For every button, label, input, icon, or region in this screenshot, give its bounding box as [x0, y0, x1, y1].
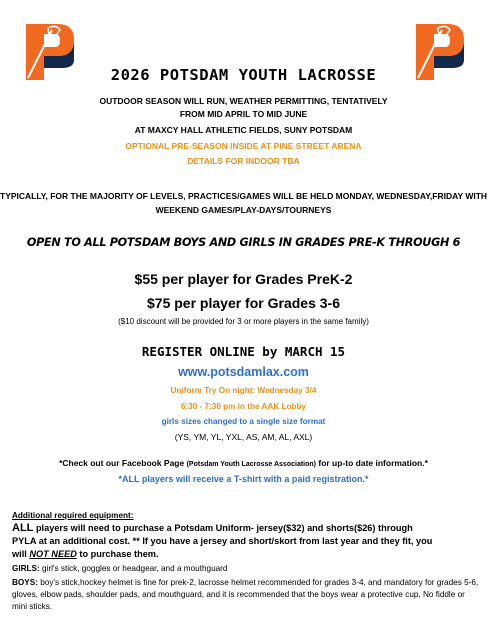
uniform-line-3: [12, 548, 480, 561]
equipment-heading: Additional required equipment:: [12, 511, 134, 520]
season-line-2: FROM MID APRIL TO MID JUNE: [179, 109, 308, 119]
schedule-line-2: WEEKEND GAMES/PLAY-DAYS/TOURNEYS: [155, 205, 332, 215]
boys-label: BOYS:: [12, 578, 38, 587]
girls-text: girl's stick, goggles or headgear, and a mouthguard: [39, 564, 228, 573]
season-line-1: OUTDOOR SEASON WILL RUN, WEATHER PERMITTING, TENTATIVELY: [99, 96, 388, 106]
open-to-line: OPEN TO ALL POTSDAM BOYS AND GIRLS IN GRADES PRE-K THROUGH 6: [26, 236, 461, 249]
website-link[interactable]: www.potsdamlax.com: [178, 365, 309, 379]
girls-label: GIRLS:: [12, 564, 40, 573]
uniform-line-3-post: to purchase them.: [76, 549, 159, 559]
season-line-3: AT MAXCY HALL ATHLETIC FIELDS, SUNY POTSDAM: [134, 125, 353, 135]
schedule-line-1: TYPICALLY, FOR THE MAJORITY OF LEVELS, PRACTICES/GAMES WILL BE HELD MONDAY, WEDNESDAY,FRIDAY WITH: [0, 191, 487, 201]
preseason-line: OPTIONAL PRE-SEASON INSIDE AT PINE STREET ARENA: [125, 141, 362, 151]
price-grades-3-6: $75 per player for Grades 3-6: [147, 295, 340, 311]
facebook-page-name: (Potsdam Youth Lacrosse Association): [186, 461, 316, 468]
page-title: 2026 POTSDAM YOUTH LACROSSE: [110, 66, 377, 84]
register-heading: REGISTER ONLINE by MARCH 15: [141, 344, 346, 359]
tshirt-note: *ALL players will receive a T-shirt with a paid registration.*: [118, 474, 369, 484]
uniform-line-3-pre: will: [12, 549, 30, 559]
uniform-requirement: [12, 522, 480, 561]
size-list: (YS, YM, YL, YXL, AS, AM, AL, AXL): [174, 432, 313, 442]
indoor-line: DETAILS FOR INDOOR TBA: [187, 156, 300, 166]
family-discount: ($10 discount will be provided for 3 or more players in the same family): [118, 317, 369, 326]
girls-sizes-note: girls sizes changed to a single size format: [161, 417, 326, 426]
uniform-line-1: [12, 522, 480, 535]
not-need-emphasis: NOT NEED: [29, 549, 77, 559]
uniform-text: players will need to purchase a Potsdam Uniform- jersey($32) and shorts($26) through: [33, 523, 413, 533]
boys-equipment: [12, 577, 480, 613]
boys-text: boy's stick,hockey helmet is fine for prek-2, lacrosse helmet recommended for grades 3-4, and mandatory for grades 5-6, gloves, elbow pads, shoulder pads, and mouthguard, and it is recommended that the boys wear a protective cup. No fiddle or mini sticks.: [12, 578, 479, 611]
facebook-note: [0, 458, 487, 468]
facebook-pre: *Check out our Facebook Page: [59, 458, 187, 468]
tryon-time: 6:30 - 7:30 pm in the AAK Lobby: [180, 402, 307, 411]
uniform-line-2: PYLA at an additional cost. ** If you have a jersey and short/skort from last year and they fit, you: [12, 536, 433, 546]
girls-equipment: [12, 563, 480, 575]
uniform-tryon: Uniform Try On night: Wednesday 3/4: [170, 386, 317, 395]
price-prek-2: $55 per player for Grades PreK-2: [134, 271, 353, 287]
all-emphasis: ALL: [12, 522, 34, 534]
facebook-post: for up-to date information.*: [316, 458, 428, 468]
